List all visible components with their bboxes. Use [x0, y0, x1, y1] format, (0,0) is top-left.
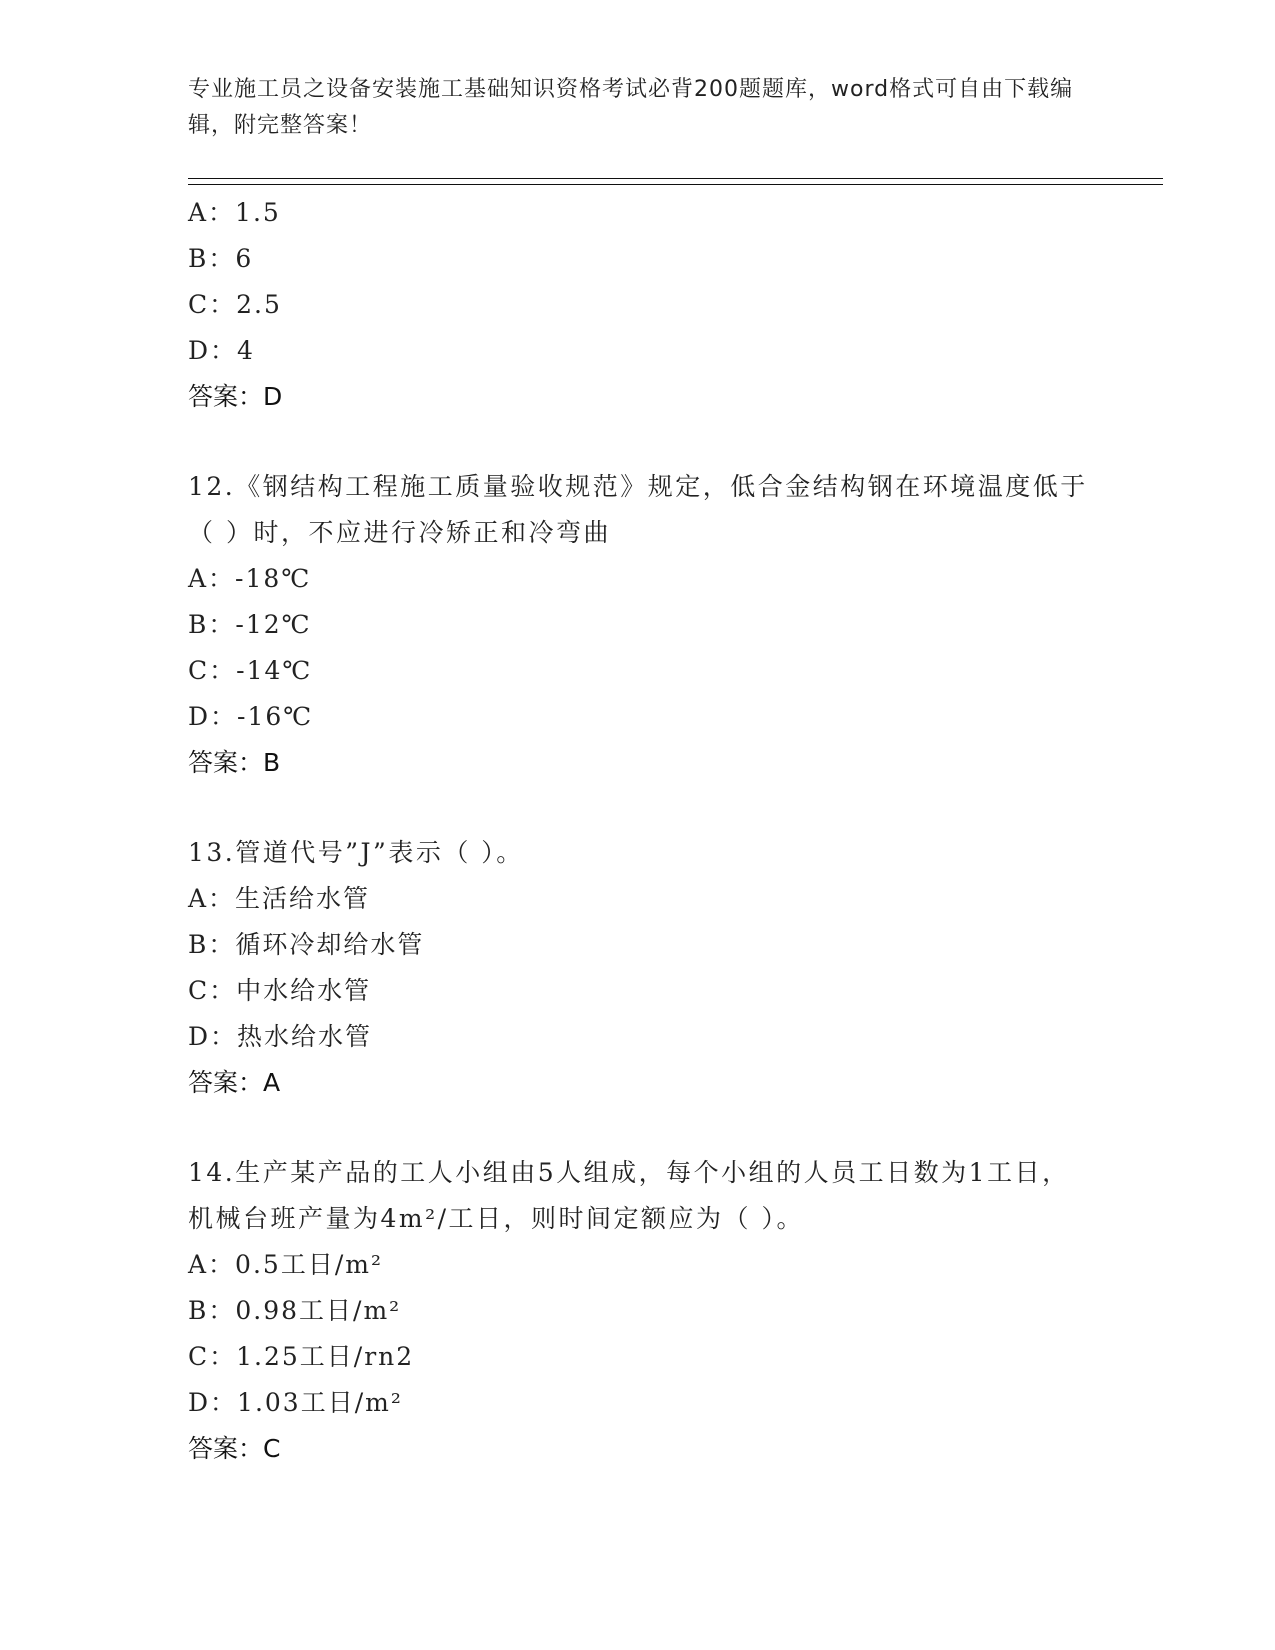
option-d: D：1.03工日/m² — [188, 1388, 403, 1417]
header-divider-top — [188, 178, 1163, 179]
answer-line: 答案：B — [188, 748, 281, 777]
option-c: C：1.25工日/rn2 — [188, 1342, 415, 1371]
header-divider-bottom — [188, 184, 1163, 185]
option-b: B：-12℃ — [188, 610, 312, 639]
option-b: B：6 — [188, 244, 254, 273]
option-a: A：-18℃ — [188, 564, 312, 593]
answer-line: 答案：D — [188, 382, 283, 411]
option-d: D：4 — [188, 336, 255, 365]
question-block — [188, 464, 1088, 786]
option-b: B：0.98工日/m² — [188, 1296, 402, 1325]
question-text: 13.管道代号”J”表示（ ）。 — [188, 838, 524, 867]
option-c: C：2.5 — [188, 290, 282, 319]
option-a: A：生活给水管 — [188, 884, 371, 913]
option-d: D：热水给水管 — [188, 1022, 373, 1051]
option-b: B：循环冷却给水管 — [188, 930, 425, 959]
option-a: A：0.5工日/m² — [188, 1250, 383, 1279]
option-a: A：1.5 — [188, 198, 281, 227]
option-d: D：-16℃ — [188, 702, 314, 731]
question-block — [188, 830, 1088, 1106]
page-header-title: 专业施工员之设备安装施工基础知识资格考试必背200题题库，word格式可自由下载编辑，附完整答案！ — [188, 77, 1074, 138]
answer-line: 答案：A — [188, 1068, 281, 1097]
answer-line: 答案：C — [188, 1434, 281, 1463]
option-c: C：-14℃ — [188, 656, 313, 685]
question-block — [188, 190, 1088, 420]
question-text: 14.生产某产品的工人小组由5人组成，每个小组的人员工日数为1工日，机械台班产量为4m²/工日，则时间定额应为（ ）。 — [188, 1158, 1070, 1233]
option-c: C：中水给水管 — [188, 976, 372, 1005]
question-block — [188, 1150, 1088, 1472]
question-text: 12.《钢结构工程施工质量验收规范》规定，低合金结构钢在环境温度低于（ ）时，不应进行冷矫正和冷弯曲 — [188, 472, 1088, 547]
question-list — [188, 190, 1088, 1472]
